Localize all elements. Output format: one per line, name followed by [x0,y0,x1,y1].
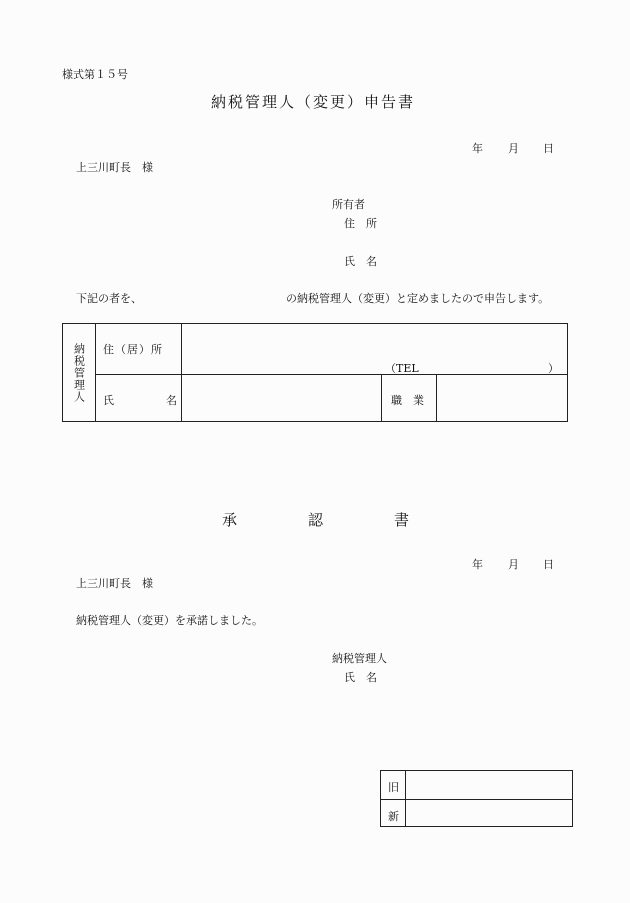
notice-title: 納税管理人（変更）申告書 [211,93,416,111]
notice-date-day: 日 [543,142,554,155]
approval-statement: 納税管理人（変更）を承諾しました。 [76,614,263,627]
notice-addressee: 上三川町長 様 [76,161,153,174]
agent-address-label: 住（居）所 [103,343,163,356]
agent-name-label-2: 名 [166,394,177,407]
approval-date-day: 日 [543,558,554,571]
approval-date-year: 年 [472,558,483,571]
approval-title-char-3: 書 [394,511,412,529]
approval-date-month: 月 [508,558,519,571]
approval-agent-name-label: 氏 名 [344,671,377,684]
agent-name-label-1: 氏 [103,394,114,407]
owner-label: 所有者 [332,198,365,211]
tel-open: （TEL [385,362,419,375]
tel-close: ） [548,362,559,375]
owner-address-label: 住 所 [344,217,377,230]
old-new-box [380,770,573,827]
approval-agent-label: 納税管理人 [332,652,387,665]
statement-prefix: 下記の者を、 [76,292,142,305]
statement-suffix: の納税管理人（変更）と定めましたので申告します。 [286,292,550,305]
occupation-label: 職 業 [391,394,424,407]
approval-title-char-1: 承 [222,511,240,529]
notice-date-year: 年 [472,142,483,155]
approval-addressee: 上三川町長 様 [76,577,153,590]
notice-date-month: 月 [508,142,519,155]
new-label: 新 [388,810,399,823]
form-number: 様式第１５号 [62,68,128,81]
agent-side-label: 納税管理人 [72,342,86,403]
old-label: 旧 [388,781,399,794]
owner-name-label: 氏 名 [344,255,377,268]
agent-table [62,323,568,422]
approval-title-char-2: 認 [308,511,326,529]
